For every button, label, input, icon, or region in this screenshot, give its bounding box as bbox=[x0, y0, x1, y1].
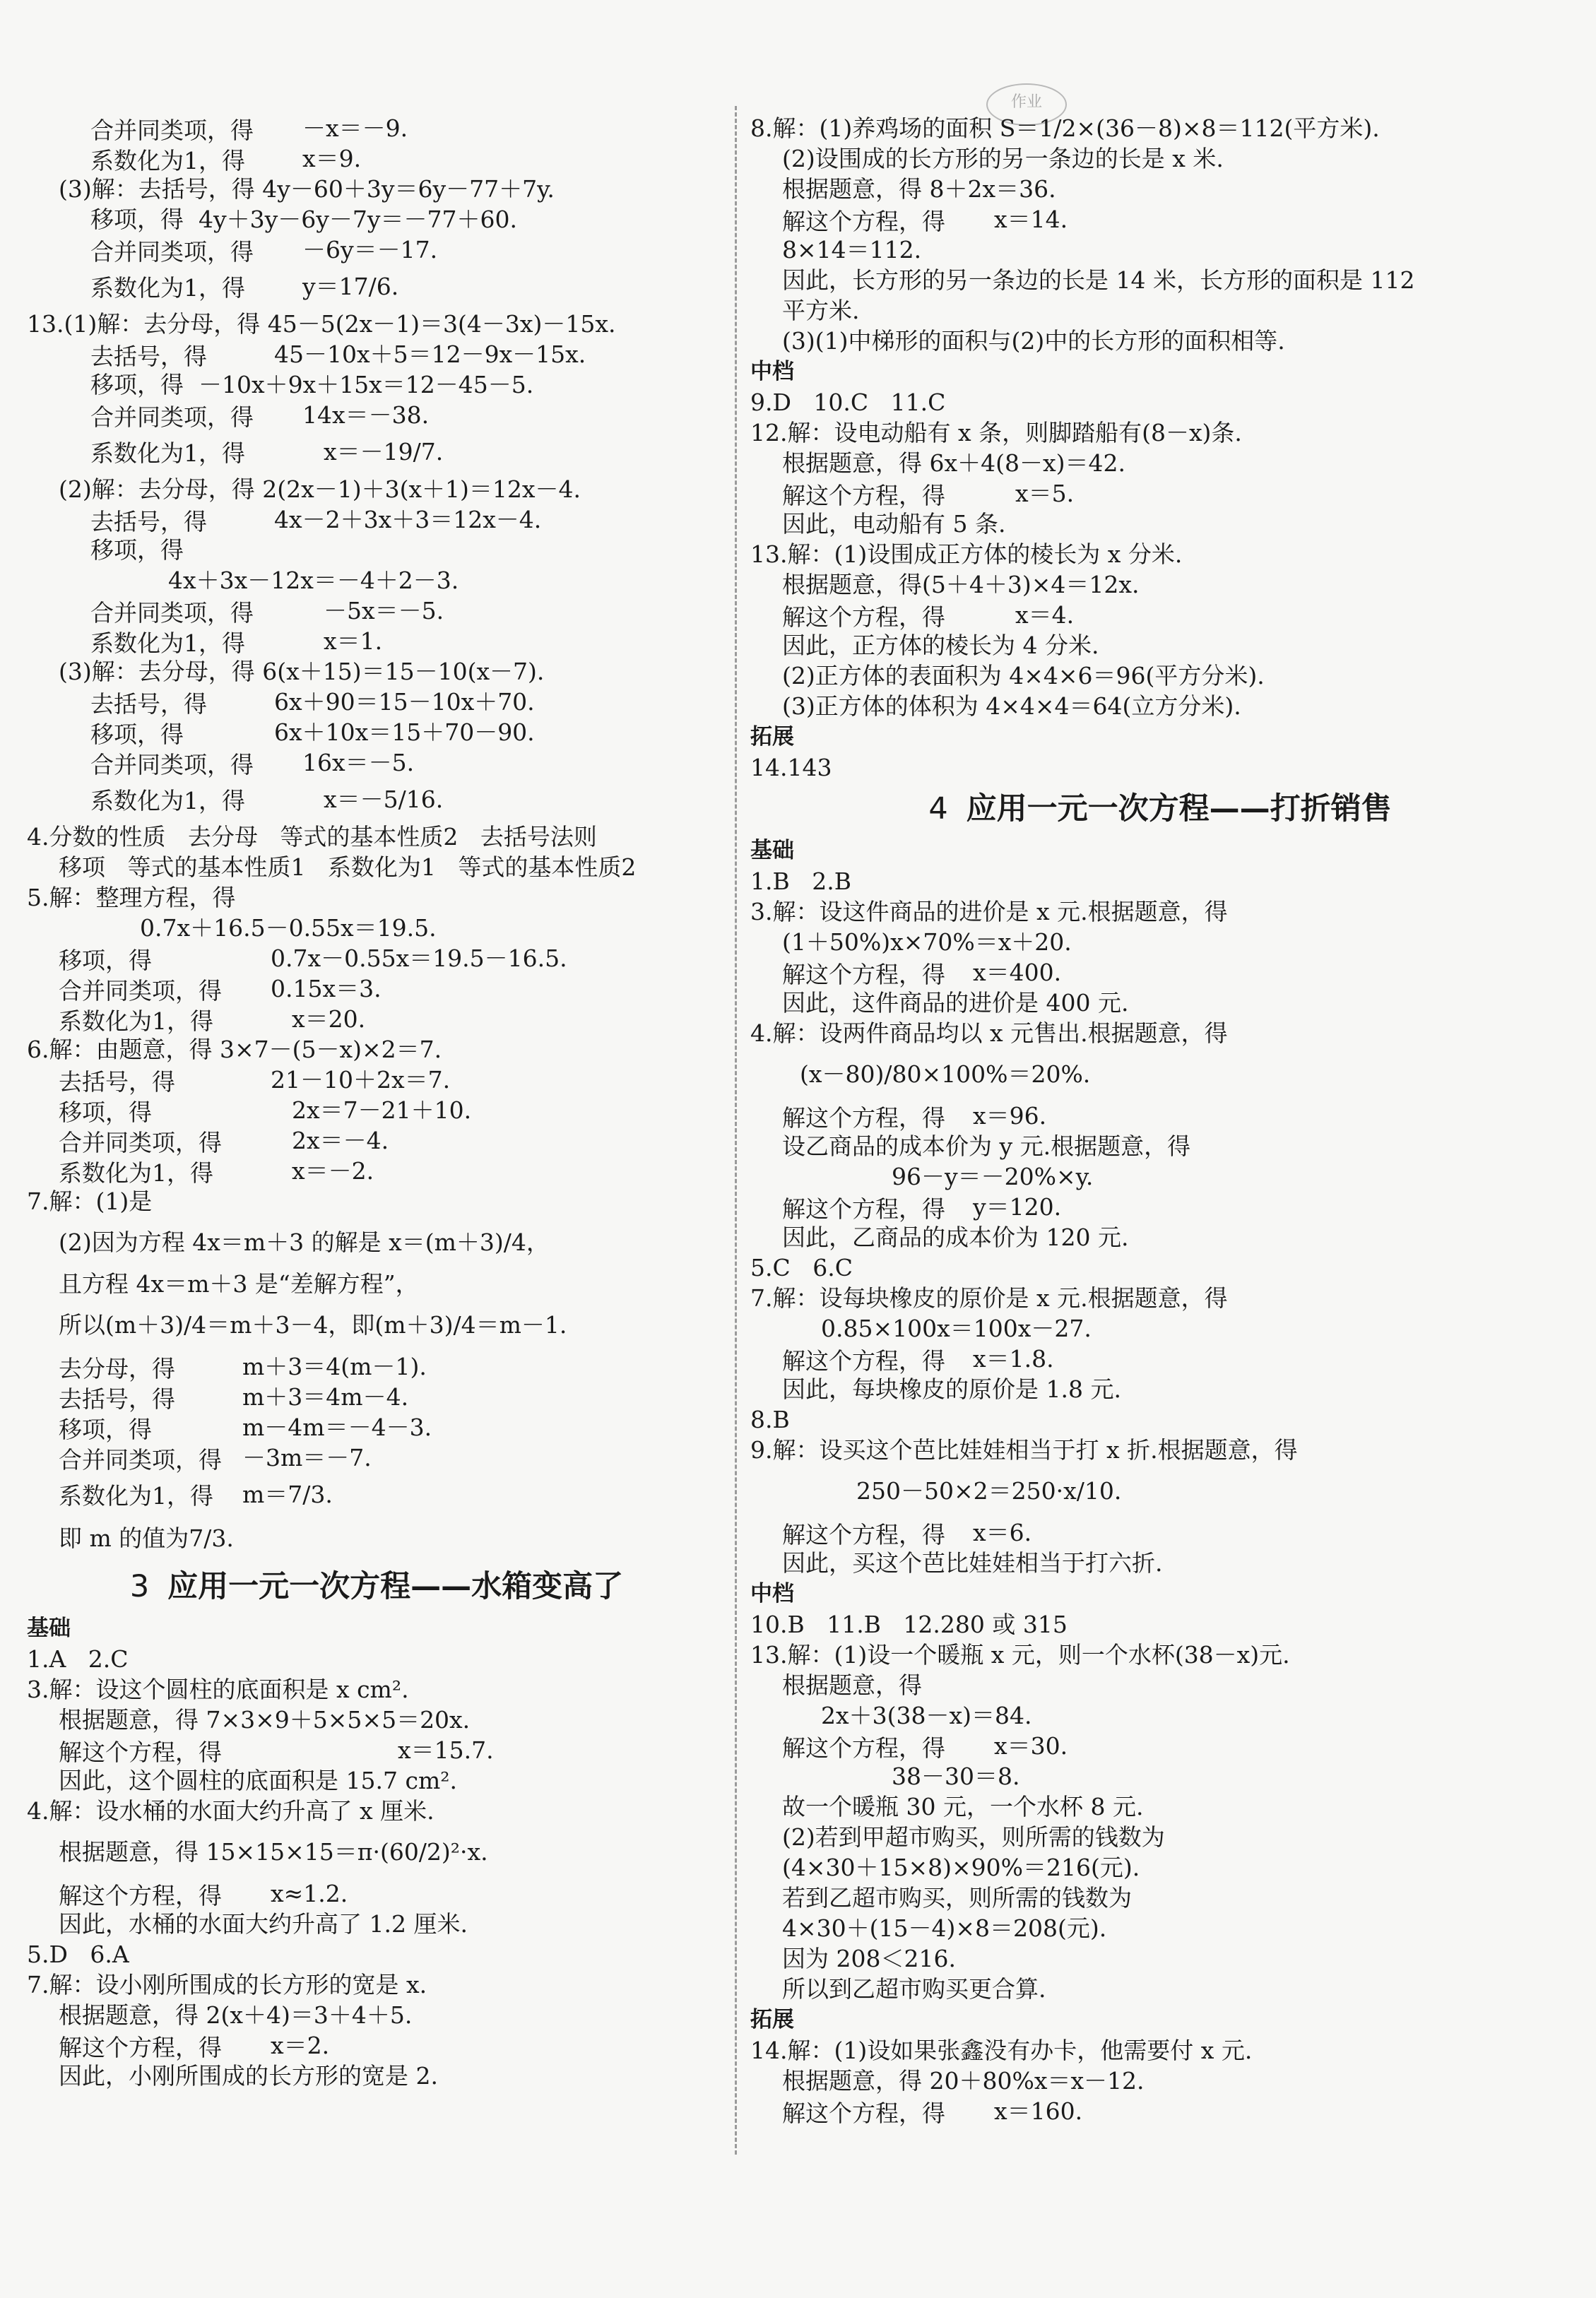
answer-line: 因此，正方体的棱长为 4 分米. bbox=[782, 632, 1099, 659]
homework-stamp: 作业 bbox=[986, 83, 1067, 126]
answer-line: 4×30＋(15－4)×8＝208(元). bbox=[782, 1914, 1107, 1942]
answer-line: 去括号，得 45－10x＋5＝12－9x－15x. bbox=[90, 340, 586, 370]
answer-line: 平方米. bbox=[782, 297, 860, 324]
answer-line: 解这个方程，得 x＝30. bbox=[782, 1732, 1068, 1762]
answer-line: (3)解：去分母，得 6(x＋15)＝15－10(x－7). bbox=[59, 658, 545, 685]
answer-line: 4.解：设两件商品均以 x 元售出.根据题意，得 bbox=[750, 1019, 1228, 1047]
answer-line: 根据题意，得(5＋4＋3)×4＝12x. bbox=[782, 571, 1140, 598]
answer-line: (2)解：去分母，得 2(2x－1)＋3(x＋1)＝12x－4. bbox=[59, 475, 581, 503]
answer-line: 系数化为1，得 x＝－19/7. bbox=[90, 438, 444, 467]
answer-line: 解这个方程，得 x＝1.8. bbox=[782, 1345, 1054, 1375]
answer-line: 7.解：(1)是 bbox=[27, 1188, 153, 1215]
answer-line: (2)正方体的表面积为 4×4×6＝96(平方分米). bbox=[782, 662, 1265, 689]
answer-line: 移项，得 m－4m＝－4－3. bbox=[59, 1414, 432, 1443]
answer-line: (3)(1)中梯形的面积与(2)中的长方形的面积相等. bbox=[782, 327, 1285, 355]
answer-line: 去括号，得 21－10＋2x＝7. bbox=[59, 1066, 451, 1096]
answer-line: 合并同类项，得 2x＝－4. bbox=[59, 1127, 389, 1156]
heading-middle: 中档 bbox=[750, 1581, 794, 1606]
answer-line: 4.分数的性质 去分母 等式的基本性质2 去括号法则 bbox=[27, 823, 597, 851]
answer-line: 所以(m＋3)/4＝m＋3－4，即(m＋3)/4＝m－1. bbox=[59, 1311, 567, 1339]
answer-line: 7.解：设小刚所围成的长方形的宽是 x. bbox=[27, 1971, 427, 1998]
answer-line: 1.B 2.B bbox=[750, 867, 851, 895]
column-divider bbox=[735, 106, 737, 2155]
answer-line: 故一个暖瓶 30 元，一个水杯 8 元. bbox=[782, 1793, 1144, 1820]
answer-line: 去分母，得 m＋3＝4(m－1). bbox=[59, 1353, 427, 1382]
answer-line: 38－30＝8. bbox=[892, 1763, 1020, 1790]
answer-line: 8.解：(1)养鸡场的面积 S＝1/2×(36－8)×8＝112(平方米). bbox=[750, 114, 1380, 142]
answer-line: 4x＋3x－12x＝－4＋2－3. bbox=[168, 567, 459, 594]
answer-line: 根据题意，得 7×3×9＋5×5×5＝20x. bbox=[59, 1706, 471, 1734]
answer-line: 解这个方程，得 x＝6. bbox=[782, 1519, 1032, 1548]
answer-line: (4×30＋15×8)×90%＝216(元). bbox=[782, 1854, 1140, 1881]
answer-line: 解这个方程，得 x＝400. bbox=[782, 959, 1062, 988]
answer-line: (3)解：去括号，得 4y－60＋3y＝6y－77＋7y. bbox=[59, 175, 555, 203]
answer-line: 因此，这个圆柱的底面积是 15.7 cm². bbox=[59, 1767, 457, 1794]
answer-line: 7.解：设每块橡皮的原价是 x 元.根据题意，得 bbox=[750, 1284, 1228, 1312]
answer-line: 移项，得 bbox=[90, 536, 184, 564]
answer-line: 1.A 2.C bbox=[27, 1645, 129, 1673]
answer-line: 9.D 10.C 11.C bbox=[750, 389, 946, 416]
answer-line: 9.解：设买这个芭比娃娃相当于打 x 折.根据题意，得 bbox=[750, 1436, 1298, 1464]
answer-line: 且方程 4x＝m＋3 是“差解方程”， bbox=[59, 1270, 419, 1298]
answer-line: 移项，得 4y＋3y－6y－7y＝－77＋60. bbox=[90, 206, 518, 233]
answer-line: 因此，电动船有 5 条. bbox=[782, 510, 1006, 538]
answer-line: 0.85×100x＝100x－27. bbox=[821, 1315, 1092, 1342]
heading-extension: 拓展 bbox=[750, 724, 794, 750]
answer-line: 根据题意，得 bbox=[782, 1671, 922, 1699]
answer-line: 移项，得 6x＋10x＝15＋70－90. bbox=[90, 718, 535, 748]
answer-line: (2)因为方程 4x＝m＋3 的解是 x＝(m＋3)/4， bbox=[59, 1228, 550, 1256]
answer-line: 解这个方程，得 x＝5. bbox=[782, 480, 1075, 509]
answer-line: 4.解：设水桶的水面大约升高了 x 厘米. bbox=[27, 1797, 435, 1825]
answer-line: 13.解：(1)设围成正方体的棱长为 x 分米. bbox=[750, 540, 1183, 568]
answer-line: 根据题意，得 2(x＋4)＝3＋4＋5. bbox=[59, 2001, 413, 2029]
answer-line: 系数化为1，得 y＝17/6. bbox=[90, 273, 399, 302]
answer-line: 系数化为1，得 m＝7/3. bbox=[59, 1481, 333, 1510]
answer-line: 合并同类项，得 －x＝－9. bbox=[90, 114, 408, 144]
answer-line: 0.7x＋16.5－0.55x＝19.5. bbox=[140, 914, 437, 942]
answer-line: 因此，每块橡皮的原价是 1.8 元. bbox=[782, 1375, 1121, 1403]
answer-line: 因此，小刚所围成的长方形的宽是 2. bbox=[59, 2062, 438, 2090]
answer-line: 根据题意，得 8＋2x＝36. bbox=[782, 175, 1056, 203]
left-column bbox=[27, 113, 726, 2091]
answer-line: 移项 等式的基本性质1 系数化为1 等式的基本性质2 bbox=[59, 853, 637, 881]
answer-line: 设乙商品的成本价为 y 元.根据题意，得 bbox=[782, 1132, 1191, 1160]
answer-line: 合并同类项，得 －6y＝－17. bbox=[90, 236, 438, 266]
answer-line: 因此，水桶的水面大约升高了 1.2 厘米. bbox=[59, 1910, 468, 1938]
answer-line: 因为 208＜216. bbox=[782, 1945, 956, 1972]
answer-line: 合并同类项，得 －5x＝－5. bbox=[90, 597, 444, 627]
answer-line: 因此，乙商品的成本价为 120 元. bbox=[782, 1224, 1129, 1251]
answer-line: 解这个方程，得 x≈1.2. bbox=[59, 1880, 348, 1909]
answer-line: 移项，得 －10x＋9x＋15x＝12－45－5. bbox=[90, 371, 534, 398]
answer-line: 2x＋3(38－x)＝84. bbox=[821, 1702, 1032, 1729]
answer-line: 若到乙超市购买，则所需的钱数为 bbox=[782, 1884, 1132, 1912]
answer-line: 250－50×2＝250·x/10. bbox=[856, 1477, 1122, 1505]
answer-line: 14.143 bbox=[750, 754, 832, 781]
answer-line: 5.解：整理方程，得 bbox=[27, 884, 236, 911]
answer-line: 96－y＝－20%×y. bbox=[892, 1163, 1094, 1190]
answer-line: 系数化为1，得 x＝－2. bbox=[59, 1157, 374, 1187]
heading-basic: 基础 bbox=[27, 1616, 71, 1641]
answer-line: 8.B bbox=[750, 1406, 790, 1433]
answer-line: 移项，得 0.7x－0.55x＝19.5－16.5. bbox=[59, 944, 567, 974]
answer-line: 因此，长方形的另一条边的长是 14 米，长方形的面积是 112 bbox=[782, 266, 1415, 294]
answer-line: 移项，得 2x＝7－21＋10. bbox=[59, 1096, 472, 1126]
answer-line: 合并同类项，得 14x＝－38. bbox=[90, 401, 430, 431]
answer-line: 系数化为1，得 x＝9. bbox=[90, 145, 362, 174]
right-column bbox=[750, 113, 1570, 2126]
answer-line: 13.解：(1)设一个暖瓶 x 元，则一个水杯(38－x)元. bbox=[750, 1641, 1290, 1669]
answer-line: 根据题意，得 15×15×15＝π·(60/2)²·x. bbox=[59, 1838, 488, 1866]
answer-line: 合并同类项，得 －3m＝－7. bbox=[59, 1444, 372, 1474]
answer-line: 即 m 的值为7/3. bbox=[59, 1524, 234, 1552]
answer-line: 解这个方程，得 x＝15.7. bbox=[59, 1736, 494, 1766]
answer-line: 14.解：(1)设如果张鑫没有办卡，他需要付 x 元. bbox=[750, 2037, 1253, 2064]
answer-line: 13.(1)解：去分母，得 45－5(2x－1)＝3(4－3x)－15x. bbox=[27, 310, 616, 338]
answer-line: 系数化为1，得 x＝1. bbox=[90, 627, 383, 657]
answer-line: 10.B 11.B 12.280 或 315 bbox=[750, 1611, 1068, 1638]
section-title-3: 3 应用一元一次方程——水箱变高了 bbox=[129, 1569, 624, 1604]
answer-line: 解这个方程，得 x＝14. bbox=[782, 206, 1068, 235]
answer-line: 去括号，得 4x－2＋3x＋3＝12x－4. bbox=[90, 506, 542, 535]
answer-line: (3)正方体的体积为 4×4×4＝64(立方分米). bbox=[782, 692, 1241, 720]
answer-line: 所以到乙超市购买更合算. bbox=[782, 1975, 1046, 2003]
answer-line: 8×14＝112. bbox=[782, 236, 922, 263]
answer-line: 合并同类项，得 16x＝－5. bbox=[90, 749, 415, 778]
answer-line: 解这个方程，得 x＝4. bbox=[782, 601, 1075, 631]
answer-line: 系数化为1，得 x＝20. bbox=[59, 1005, 366, 1035]
section-title-4: 4 应用一元一次方程——打折销售 bbox=[928, 791, 1392, 827]
answer-line: 6.解：由题意，得 3×7－(5－x)×2＝7. bbox=[27, 1036, 442, 1063]
answer-line: 因此，这件商品的进价是 400 元. bbox=[782, 989, 1129, 1017]
answer-line: 解这个方程，得 x＝160. bbox=[782, 2097, 1083, 2127]
answer-line: 3.解：设这件商品的进价是 x 元.根据题意，得 bbox=[750, 898, 1228, 925]
answer-line: (x－80)/80×100%＝20%. bbox=[800, 1060, 1091, 1088]
answer-line: 12.解：设电动船有 x 条，则脚踏船有(8－x)条. bbox=[750, 419, 1242, 446]
heading-middle: 中档 bbox=[750, 359, 794, 384]
answer-line: 5.D 6.A bbox=[27, 1941, 129, 1968]
answer-line: 去括号，得 6x＋90＝15－10x＋70. bbox=[90, 688, 535, 718]
answer-line: 系数化为1，得 x＝－5/16. bbox=[90, 786, 444, 815]
answer-line: (1＋50%)x×70%＝x＋20. bbox=[782, 928, 1072, 956]
heading-basic: 基础 bbox=[750, 838, 794, 863]
answer-line: 合并同类项，得 0.15x＝3. bbox=[59, 975, 382, 1005]
answer-line: 解这个方程，得 x＝2. bbox=[59, 2032, 330, 2061]
answer-line: 去括号，得 m＋3＝4m－4. bbox=[59, 1383, 409, 1413]
answer-line: 因此，买这个芭比娃娃相当于打六折. bbox=[782, 1549, 1163, 1577]
answer-line: (2)若到甲超市购买，则所需的钱数为 bbox=[782, 1823, 1165, 1851]
answer-line: 解这个方程，得 x＝96. bbox=[782, 1102, 1047, 1132]
answer-line: 3.解：设这个圆柱的底面积是 x cm². bbox=[27, 1676, 409, 1703]
answer-line: 根据题意，得 6x＋4(8－x)＝42. bbox=[782, 449, 1125, 477]
answer-line: 根据题意，得 20＋80%x＝x－12. bbox=[782, 2067, 1145, 2095]
answer-line: 解这个方程，得 y＝120. bbox=[782, 1193, 1062, 1223]
heading-extension: 拓展 bbox=[750, 2007, 794, 2032]
answer-line: (2)设围成的长方形的另一条边的长是 x 米. bbox=[782, 145, 1224, 172]
answer-line: 5.C 6.C bbox=[750, 1254, 853, 1281]
